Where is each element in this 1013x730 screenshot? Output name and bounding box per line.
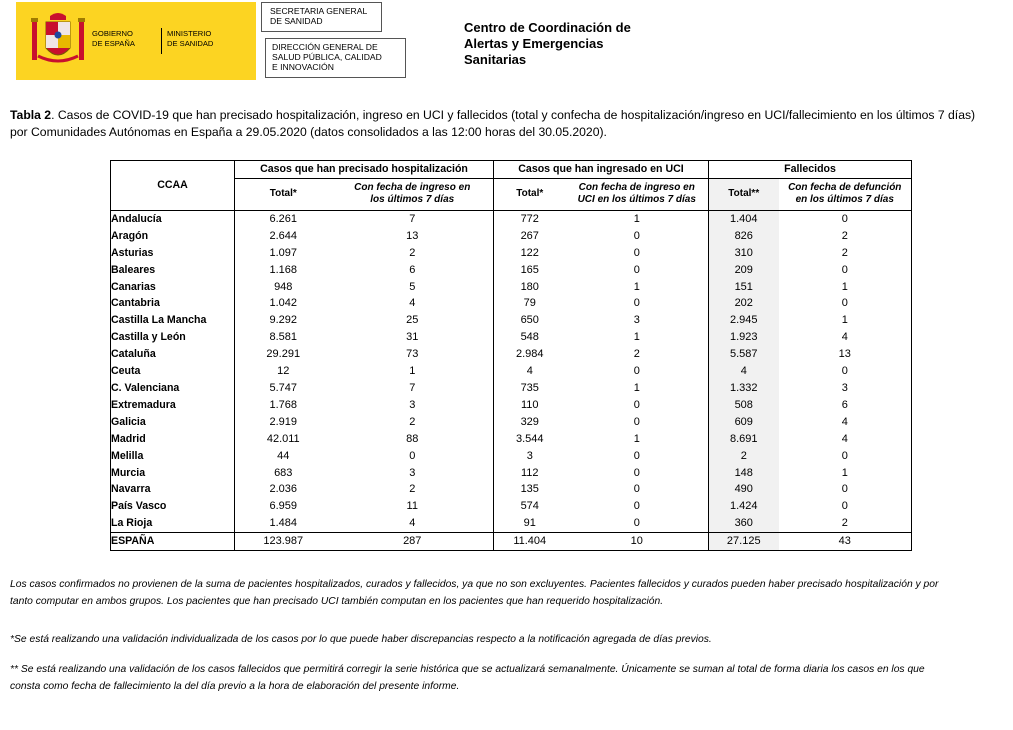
value-cell: 1.768 [235, 397, 332, 414]
region-name-cell: Murcia [111, 466, 146, 479]
value-cell: 0 [409, 449, 416, 462]
value-cell: 0 [633, 263, 640, 276]
group-header-hosp: Casos que han precisado hospitalización [235, 161, 494, 179]
table-row [111, 380, 912, 397]
value-cell: 2 [633, 348, 640, 361]
value-cell: 2.945 [709, 312, 779, 329]
value-cell: 5.587 [709, 346, 779, 363]
value-cell: 4 [409, 517, 416, 530]
value-cell: 3 [633, 314, 640, 327]
value-cell: 0 [633, 517, 640, 530]
value-cell: 73 [406, 348, 419, 361]
value-cell: 1 [633, 381, 640, 394]
table-caption [10, 107, 1005, 141]
value-cell: 0 [841, 297, 848, 310]
value-cell: 112 [494, 465, 566, 482]
value-cell: 1.404 [709, 210, 779, 227]
region-name-cell: Navarra [111, 483, 151, 496]
value-cell: 3 [409, 398, 416, 411]
region-name-cell: Extremadura [111, 398, 176, 411]
direccion-box [265, 38, 406, 78]
value-cell: 1 [841, 466, 848, 479]
value-cell: 209 [709, 262, 779, 279]
value-cell: 6.261 [235, 210, 332, 227]
value-cell: 2 [841, 229, 848, 242]
value-cell: 0 [633, 466, 640, 479]
value-cell: 0 [841, 500, 848, 513]
region-name-cell: C. Valenciana [111, 381, 180, 394]
value-cell: 2 [841, 246, 848, 259]
caption-text-2: por Comunidades Autónomas en España a 29.05.2020 (datos consolidados a las 12:00 horas del 30.05.2020). [10, 125, 607, 139]
value-cell: 4 [409, 297, 416, 310]
group-header-uci: Casos que han ingresado en UCI [494, 161, 709, 179]
value-cell: 2.984 [494, 346, 566, 363]
value-cell: 1.424 [709, 498, 779, 515]
value-cell: 43 [779, 533, 912, 551]
value-cell: 6 [409, 263, 416, 276]
table-row [111, 279, 912, 296]
direccion-line: E INNOVACIÓN [272, 62, 334, 72]
table-row [111, 448, 912, 465]
table-row [111, 431, 912, 448]
note-line: tanto computar en ambos grupos. Los pacientes que han precisado UCI también computan en los pacientes que han requerido hospitalización. [10, 595, 664, 607]
value-cell: 360 [709, 515, 779, 532]
min-line1: MINISTERIO [167, 29, 212, 38]
caption-text: . Casos de COVID-19 que han precisado hospitalización, ingreso en UCI y fallecidos (total y confecha de hospitalización/ingreso en UCI/fallecimiento en los últimos 7 días) [51, 108, 976, 122]
value-cell: 202 [709, 295, 779, 312]
value-cell: 1 [633, 331, 640, 344]
value-cell: 148 [709, 465, 779, 482]
value-cell: 2.919 [235, 414, 332, 431]
value-cell: 3.544 [494, 431, 566, 448]
value-cell: 0 [841, 483, 848, 496]
value-cell: 0 [633, 415, 640, 428]
value-cell: 2 [841, 517, 848, 530]
value-cell: 42.011 [235, 431, 332, 448]
region-name-cell: Aragón [111, 229, 149, 242]
value-cell: 1.168 [235, 262, 332, 279]
value-cell: 11 [406, 500, 418, 513]
value-cell: 0 [841, 365, 848, 378]
region-name-cell: Galicia [111, 415, 146, 428]
value-cell: 4 [841, 331, 848, 344]
direccion-line: SALUD PÚBLICA, CALIDAD [272, 52, 382, 62]
table-row [111, 346, 912, 363]
col-fall-total: Total** [709, 178, 779, 210]
secretaria-line: DE SANIDAD [270, 16, 323, 26]
value-cell: 4 [841, 415, 848, 428]
value-cell: 9.292 [235, 312, 332, 329]
group-header-fallecidos: Fallecidos [709, 161, 912, 179]
region-name-cell: Cataluña [111, 348, 156, 361]
region-name-cell: Castilla La Mancha [111, 314, 207, 327]
table-row [111, 363, 912, 380]
ccaa-header: CCAA [111, 161, 235, 211]
direccion-line: DIRECCIÓN GENERAL DE [272, 42, 378, 52]
table-row [111, 262, 912, 279]
value-cell: 29.291 [235, 346, 332, 363]
value-cell: 508 [709, 397, 779, 414]
value-cell: 11.404 [494, 533, 566, 551]
value-cell: 122 [494, 245, 566, 262]
region-name-cell: Asturias [111, 246, 154, 259]
value-cell: 329 [494, 414, 566, 431]
value-cell: 0 [633, 297, 640, 310]
table-row [111, 515, 912, 532]
value-cell: 0 [841, 263, 848, 276]
table-row [111, 228, 912, 245]
table-row [111, 397, 912, 414]
value-cell: 948 [235, 279, 332, 296]
centro-title [464, 20, 631, 68]
value-cell: 574 [494, 498, 566, 515]
region-name-cell: Andalucía [111, 212, 162, 225]
value-cell: 1.923 [709, 329, 779, 346]
note-validation: *Se está realizando una validación individualizada de los casos por lo que puede haber discrepancias respecto a la notificación agregada de días previos. [10, 634, 712, 645]
table-row [111, 465, 912, 482]
value-cell: 0 [841, 212, 848, 225]
value-cell: 1 [841, 314, 848, 327]
value-cell: 3 [494, 448, 566, 465]
value-cell: 7 [409, 381, 416, 394]
value-cell: 13 [838, 348, 851, 361]
value-cell: 6 [841, 398, 848, 411]
table-row [111, 210, 912, 227]
value-cell: 1 [409, 365, 416, 378]
value-cell: 3 [841, 381, 848, 394]
value-cell: 8.581 [235, 329, 332, 346]
value-cell: 88 [406, 432, 419, 445]
value-cell: 650 [494, 312, 566, 329]
table-row [111, 414, 912, 431]
centro-line: Alertas y Emergencias [464, 36, 604, 51]
secretaria-box [261, 2, 382, 32]
value-cell: 1 [841, 280, 848, 293]
value-cell: 110 [494, 397, 566, 414]
value-cell: 4 [841, 432, 848, 445]
value-cell: 826 [709, 228, 779, 245]
value-cell: 4 [709, 363, 779, 380]
value-cell: 0 [633, 483, 640, 496]
value-cell: 2 [409, 483, 416, 496]
value-cell: 151 [709, 279, 779, 296]
value-cell: 10 [566, 533, 709, 551]
region-name-cell: Ceuta [111, 365, 141, 378]
value-cell: 2 [409, 415, 416, 428]
gov-line1: GOBIERNO [92, 29, 133, 38]
value-cell: 0 [841, 449, 848, 462]
region-name-cell: ESPAÑA [111, 533, 235, 551]
table-row [111, 295, 912, 312]
value-cell: 735 [494, 380, 566, 397]
value-cell: 548 [494, 329, 566, 346]
region-name-cell: Castilla y León [111, 331, 186, 344]
value-cell: 2.644 [235, 228, 332, 245]
region-name-cell: Canarias [111, 280, 156, 293]
note-deaths-validation [10, 662, 1008, 695]
value-cell: 4 [494, 363, 566, 380]
value-cell: 3 [409, 466, 416, 479]
value-cell: 6.959 [235, 498, 332, 515]
region-name-cell: Melilla [111, 449, 144, 462]
secretaria-line: SECRETARIA GENERAL [270, 6, 368, 16]
centro-line: Centro de Coordinación de [464, 20, 631, 35]
region-name-cell: Cantabria [111, 297, 160, 310]
region-name-cell: La Rioja [111, 517, 153, 530]
region-name-cell: Baleares [111, 263, 156, 276]
value-cell: 13 [406, 229, 419, 242]
table-row [111, 245, 912, 262]
value-cell: 5.747 [235, 380, 332, 397]
value-cell: 609 [709, 414, 779, 431]
value-cell: 8.691 [709, 431, 779, 448]
value-cell: 1 [633, 212, 640, 225]
value-cell: 310 [709, 245, 779, 262]
value-cell: 2 [409, 246, 416, 259]
value-cell: 1.484 [235, 515, 332, 532]
value-cell: 180 [494, 279, 566, 296]
value-cell: 0 [633, 229, 640, 242]
note-line: ** Se está realizando una validación de los casos fallecidos que permitirá corregir la serie histórica que se actualizará semanalmente. Únicamente se suman al total de forma diaria los casos en los que [10, 664, 925, 675]
value-cell: 0 [633, 246, 640, 259]
min-line2: DE SANIDAD [167, 39, 214, 48]
region-name-cell: País Vasco [111, 500, 167, 513]
value-cell: 0 [633, 365, 640, 378]
value-cell: 772 [494, 210, 566, 227]
centro-line: Sanitarias [464, 52, 527, 67]
table-row [111, 329, 912, 346]
value-cell: 25 [406, 314, 419, 327]
ministry-logo [16, 2, 256, 80]
value-cell: 5 [409, 280, 416, 293]
note-line: consta como fecha de fallecimiento la del día previo a la hora de elaboración del presente informe. [10, 680, 460, 692]
region-name-cell: Madrid [111, 432, 146, 445]
value-cell: 7 [409, 212, 416, 225]
table-row [111, 312, 912, 329]
table-total-row [111, 533, 912, 551]
value-cell: 287 [332, 533, 494, 551]
value-cell: 123.987 [235, 533, 332, 551]
value-cell: 0 [633, 500, 640, 513]
col-uci-7d: Con fecha de ingreso en UCI en los últimos 7 días [566, 178, 709, 210]
value-cell: 1 [633, 432, 640, 445]
col-hosp-total: Total* [235, 178, 332, 210]
caption-label: Tabla 2 [10, 108, 52, 122]
gov-line2: DE ESPAÑA [92, 39, 135, 48]
value-cell: 0 [633, 398, 640, 411]
value-cell: 12 [235, 363, 332, 380]
col-uci-total: Total* [494, 178, 566, 210]
value-cell: 2.036 [235, 481, 332, 498]
col-hosp-7d: Con fecha de ingreso en los últimos 7 días [332, 178, 494, 210]
value-cell: 0 [633, 449, 640, 462]
value-cell: 79 [494, 295, 566, 312]
coat-of-arms-icon [28, 10, 88, 72]
note-line: Los casos confirmados no provienen de la suma de pacientes hospitalizados, curados y fallecidos, ya que no son excluyentes. Pacientes fallecidos y curados pueden haber precisado hospitalización y por [10, 579, 939, 590]
value-cell: 91 [494, 515, 566, 532]
value-cell: 683 [235, 465, 332, 482]
data-table [110, 160, 912, 551]
value-cell: 490 [709, 481, 779, 498]
value-cell: 267 [494, 228, 566, 245]
note-confirmed-cases [10, 577, 1008, 610]
value-cell: 27.125 [709, 533, 779, 551]
value-cell: 1.332 [709, 380, 779, 397]
value-cell: 165 [494, 262, 566, 279]
value-cell: 2 [709, 448, 779, 465]
table-row [111, 481, 912, 498]
value-cell: 44 [235, 448, 332, 465]
value-cell: 135 [494, 481, 566, 498]
logo-divider [161, 28, 162, 54]
value-cell: 1.042 [235, 295, 332, 312]
value-cell: 1.097 [235, 245, 332, 262]
col-fall-7d: Con fecha de defunción en los últimos 7 días [779, 178, 912, 210]
table-row [111, 498, 912, 515]
value-cell: 31 [406, 331, 419, 344]
value-cell: 1 [633, 280, 640, 293]
